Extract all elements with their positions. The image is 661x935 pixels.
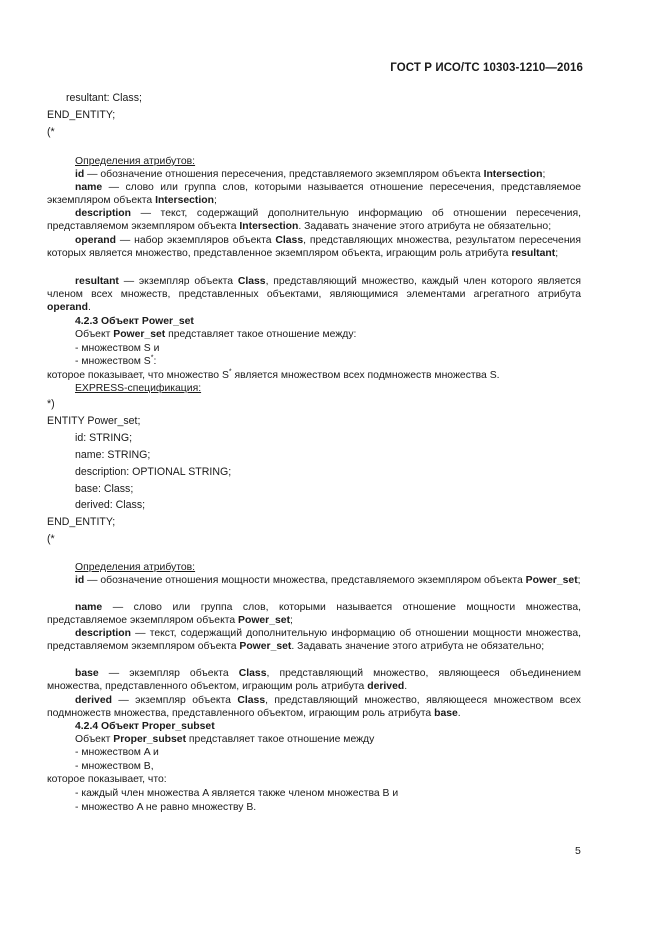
comment-open-2: (* [47,533,55,545]
list-item: - каждый член множества A является также членом множества B и [75,788,399,799]
express-heading: EXPRESS-спецификация: [75,383,202,394]
end-entity-2: END_ENTITY; [47,516,116,528]
attr-description-1: description — текст, содержащий дополнительную информацию об отношении пересечения, представляемом экземпляром объекта Intersection. Задавать значение этого атрибута не обязательно; [47,208,581,232]
code-resultant: resultant: Class; [66,92,142,104]
attr-heading-2: Определения атрибутов: [75,562,196,573]
code-derived: derived: Class; [75,499,146,511]
code-base: base: Class; [75,483,134,495]
attr-id-1: id — обозначение отношения пересечения, представляемого экземпляром объекта Intersection; [75,169,546,180]
attr-heading-1: Определения атрибутов: [75,156,196,167]
proper-subset-intro: Объект Proper_subset представляет такое отношение между [75,734,375,745]
attr-description-2: description — текст, содержащий дополнительную информацию об отношении мощности множества, представляемом экземпляром объекта Power_set. Задавать значение этого атрибута не обязательно; [47,628,581,652]
code-description: description: OPTIONAL STRING; [75,466,232,478]
list-item: - множеством S и [75,343,160,354]
list-item: - множеством S*: [75,354,157,367]
attr-base: base — экземпляр объекта Class, представляющий множество, являющееся объединением множества, представленного объектом, играющим роль атрибута derived. [47,668,581,692]
page-number: 5 [575,845,581,857]
list-item: - множество A не равно множеству B. [75,802,257,813]
attr-id-2: id — обозначение отношения мощности множества, представляемого экземпляром объекта Power_set; [75,575,581,586]
attr-resultant: resultant — экземпляр объекта Class, представляющий множество, каждый член которого является членом всех множеств, представленных объектами, являющимися элементами агрегатного атрибута operand. [47,276,581,313]
power-set-shows: которое показывает, что множество S* является множеством всех подмножеств множества S. [47,368,500,381]
section-title-424: 4.2.4 Объект Proper_subset [75,721,215,732]
code-name: name: STRING; [75,449,151,461]
attr-name-1: name — слово или группа слов, которыми называется отношение пересечения, представляемое экземпляром объекта Intersection; [47,182,581,206]
entity-power-set: ENTITY Power_set; [47,415,141,427]
attr-operand: operand — набор экземпляров объекта Class, представляющих множества, результатом пересечения которых является множество, представленное экземпляром объекта, играющим роль атрибута resultant; [47,235,581,259]
attr-name-2: name — слово или группа слов, которыми называется отношение мощности множества, представляемое экземпляром объекта Power_set; [47,602,581,626]
proper-subset-shows: которое показывает, что: [47,774,167,785]
power-set-intro: Объект Power_set представляет такое отношение между: [75,329,357,340]
standard-header: ГОСТ Р ИСО/ТС 10303-1210—2016 [390,62,583,74]
comment-open-1: (* [47,126,55,138]
code-id: id: STRING; [75,432,133,444]
section-title-423: 4.2.3 Объект Power_set [75,316,194,327]
list-item: - множеством B, [75,761,154,772]
end-entity-1: END_ENTITY; [47,109,116,121]
comment-close: *) [47,398,55,410]
list-item: - множеством A и [75,747,159,758]
attr-derived: derived — экземпляр объекта Class, представляющий множество, являющееся множеством всех подмножеств множества, представленного объектом, играющим роль атрибута base. [47,695,581,719]
